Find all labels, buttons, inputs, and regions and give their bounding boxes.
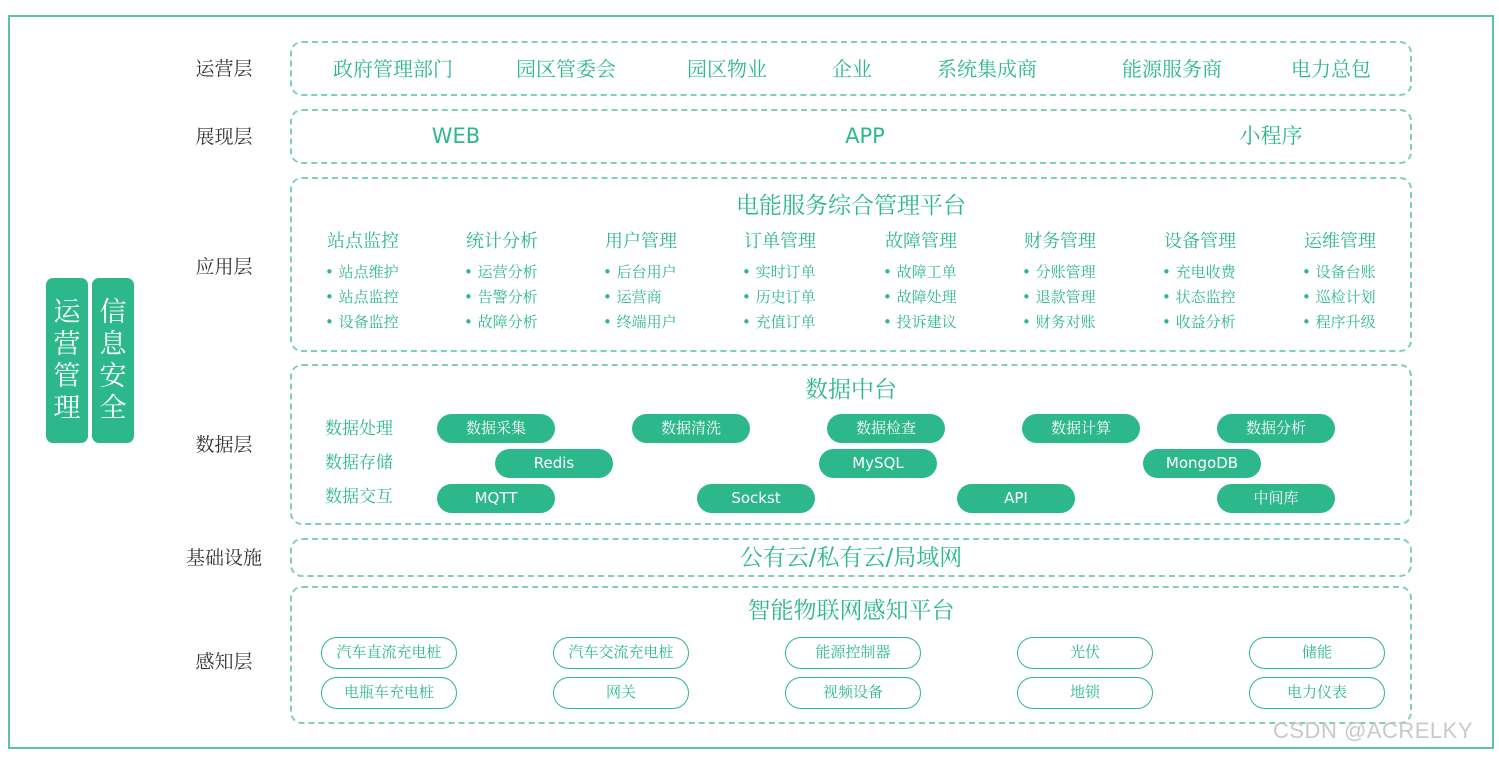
app-column-item: • 财务对账 [990,310,1130,335]
perception-device-pill: 能源控制器 [785,637,921,669]
perception-device-pill: 电瓶车充电桩 [321,677,457,709]
perception-device-pill: 电力仪表 [1249,677,1385,709]
data-row-label: 数据处理 [325,419,393,439]
data-processing-pill: 数据采集 [437,414,555,443]
app-column [710,230,850,335]
app-column [1130,230,1270,335]
app-column-item: • 站点监控 [293,285,433,310]
side-char: 信 [99,296,127,328]
app-column-item: • 运营分析 [432,260,572,285]
app-column-item: • 投诉建议 [851,310,991,335]
data-storage-pill: MySQL [819,449,937,478]
application-platform-title: 电能服务综合管理平台 [736,193,966,219]
app-column-item: • 故障分析 [432,310,572,335]
app-column-heading: 故障管理 [885,231,957,252]
app-column-heading: 订单管理 [744,231,816,252]
operation-item: 园区管委会 [516,57,616,81]
data-storage-pill: MongoDB [1143,449,1261,478]
operation-item: 园区物业 [687,57,767,81]
layer-label-data: 数据层 [195,434,253,456]
perception-device-pill: 网关 [553,677,689,709]
perception-device-pill: 储能 [1249,637,1385,669]
data-platform-title: 数据中台 [805,377,897,403]
side-char: 理 [53,392,81,424]
app-column-item: • 实时订单 [710,260,850,285]
data-storage-pill: Redis [495,449,613,478]
app-column-item: • 分账管理 [990,260,1130,285]
app-column [1270,230,1410,335]
app-column [571,230,711,335]
app-column-item: • 退款管理 [990,285,1130,310]
app-column-item: • 站点维护 [293,260,433,285]
app-column-item: • 历史订单 [710,285,850,310]
perception-device-pill: 汽车交流充电桩 [553,637,689,669]
layer-label-perception: 感知层 [195,651,253,673]
data-processing-pill: 数据清洗 [632,414,750,443]
data-row-label: 数据存储 [325,453,393,473]
app-column [851,230,991,335]
presentation-item: WEB [431,124,481,148]
infrastructure-text: 公有云/私有云/局域网 [739,545,963,571]
app-column-item: • 故障工单 [851,260,991,285]
app-column-item: • 程序升级 [1270,310,1410,335]
layer-label-operation: 运营层 [195,58,253,80]
app-column-item: • 状态监控 [1130,285,1270,310]
side-char: 运 [53,296,81,328]
perception-device-pill: 视频设备 [785,677,921,709]
data-interaction-pill: 中间库 [1217,484,1335,513]
app-column-heading: 运维管理 [1304,231,1376,252]
app-column [432,230,572,335]
app-column-item: • 设备台账 [1270,260,1410,285]
presentation-item: 小程序 [1239,124,1303,148]
perception-device-pill: 光伏 [1017,637,1153,669]
layer-label-presentation: 展现层 [195,126,253,148]
app-column-item: • 收益分析 [1130,310,1270,335]
app-column-heading: 用户管理 [605,231,677,252]
app-column-item: • 巡检计划 [1270,285,1410,310]
side-bar-operation-management [46,278,88,443]
app-column-item: • 故障处理 [851,285,991,310]
side-char: 安 [99,360,127,392]
operation-item: 能源服务商 [1122,57,1222,81]
app-column-item: • 终端用户 [571,310,711,335]
side-char: 营 [53,328,81,360]
app-column-item: • 运营商 [571,285,711,310]
side-char: 全 [99,392,127,424]
app-column-item: • 告警分析 [432,285,572,310]
data-processing-pill: 数据计算 [1022,414,1140,443]
perception-device-pill: 汽车直流充电桩 [321,637,457,669]
data-processing-pill: 数据检查 [827,414,945,443]
app-column [293,230,433,335]
watermark: CSDN @ACRELKY [1273,718,1473,743]
app-column-heading: 设备管理 [1164,231,1236,252]
layer-label-application: 应用层 [195,256,253,278]
data-interaction-pill: Sockst [697,484,815,513]
data-interaction-pill: API [957,484,1075,513]
app-column-heading: 财务管理 [1024,231,1096,252]
app-column-heading: 统计分析 [466,231,538,252]
app-column-item: • 后台用户 [571,260,711,285]
app-column [990,230,1130,335]
operation-item: 政府管理部门 [333,57,453,81]
presentation-item: APP [845,124,885,148]
operation-item: 系统集成商 [937,57,1037,81]
app-column-item: • 设备监控 [293,310,433,335]
data-processing-pill: 数据分析 [1217,414,1335,443]
side-bar-information-security [92,278,134,443]
data-interaction-pill: MQTT [437,484,555,513]
side-char: 管 [53,360,81,392]
app-column-item: • 充值订单 [710,310,850,335]
perception-device-pill: 地锁 [1017,677,1153,709]
side-char: 息 [99,328,127,360]
operation-item: 电力总包 [1291,57,1371,81]
app-column-item: • 充电收费 [1130,260,1270,285]
app-column-heading: 站点监控 [327,231,399,252]
data-row-label: 数据交互 [325,487,393,507]
layer-label-infrastructure: 基础设施 [185,547,262,569]
operation-item: 企业 [832,57,872,81]
perception-platform-title: 智能物联网感知平台 [747,598,955,624]
